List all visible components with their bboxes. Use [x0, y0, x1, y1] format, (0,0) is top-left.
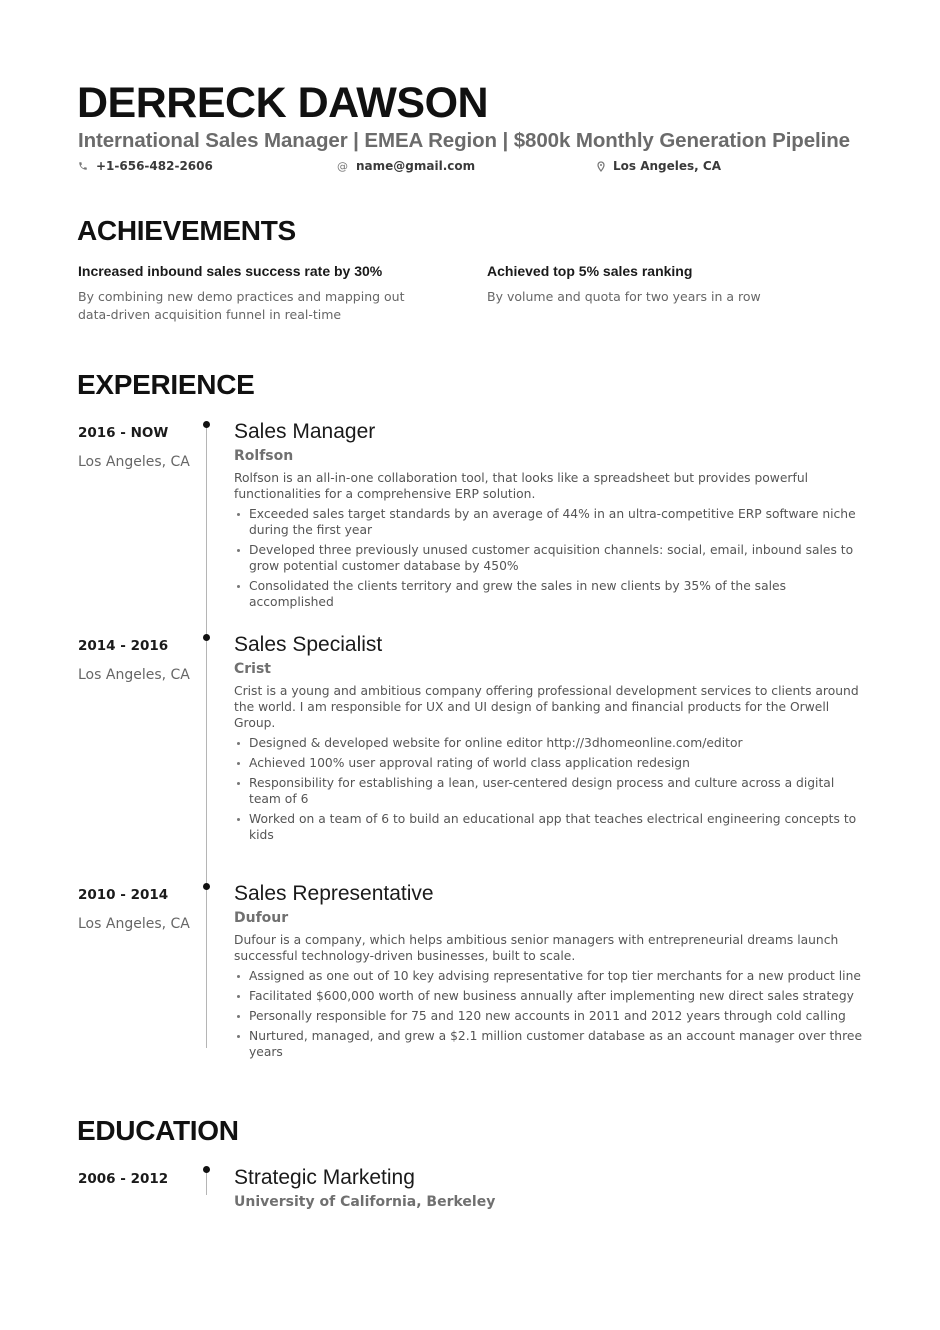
candidate-headline: International Sales Manager | EMEA Region | $800k Monthly Generation Pipeline — [78, 129, 850, 152]
timeline-dot — [203, 421, 210, 428]
timeline-dot — [203, 1166, 210, 1173]
contact-location — [597, 157, 721, 175]
achievement-title: Achieved top 5% sales ranking — [487, 263, 693, 279]
location-value: Los Angeles, CA — [613, 159, 721, 173]
bullet-item: Responsibility for establishing a lean, user-centered design process and culture across a digital team of 6 — [234, 775, 864, 807]
degree-title: Strategic Marketing — [234, 1166, 415, 1189]
phone-icon — [78, 161, 88, 171]
contact-email — [337, 157, 475, 175]
company-name: Crist — [234, 661, 272, 677]
experience-location: Los Angeles, CA — [78, 667, 190, 683]
education-heading: EDUCATION — [77, 1115, 239, 1146]
responsibilities-list — [234, 968, 864, 1060]
bullet-item: Facilitated $600,000 worth of new business annually after implementing new direct sales strategy — [234, 988, 864, 1004]
bullet-item: Exceeded sales target standards by an average of 44% in an ultra-competitive ERP software niche during the first year — [234, 506, 864, 538]
bullet-item: Consolidated the clients territory and grew the sales in new clients by 35% of the sales accomplished — [234, 578, 864, 610]
bullet-item: Achieved 100% user approval rating of world class application redesign — [234, 755, 864, 771]
education-entry — [234, 1165, 864, 1212]
timeline-dot — [203, 883, 210, 890]
job-title: Sales Manager — [234, 420, 376, 443]
bullet-item: Assigned as one out of 10 key advising representative for top tier merchants for a new product line — [234, 968, 864, 984]
at-icon: @ — [337, 159, 348, 173]
responsibilities-list — [234, 506, 864, 610]
achievements-heading: ACHIEVEMENTS — [77, 215, 296, 246]
job-title: Sales Specialist — [234, 633, 383, 656]
candidate-name: DERRECK DAWSON — [77, 79, 489, 127]
contact-phone — [78, 157, 213, 175]
achievement-description: By volume and quota for two years in a row — [487, 289, 761, 304]
company-description: Rolfson is an all-in-one collaboration tool, that looks like a spreadsheet but provides powerful functionalities for a comprehensive ERP solution. — [234, 471, 809, 501]
bullet-item: Worked on a team of 6 to build an educational app that teaches electrical engineering concepts to kids — [234, 811, 864, 843]
timeline-dot — [203, 634, 210, 641]
experience-timeline-line — [206, 424, 207, 1048]
job-title: Sales Representative — [234, 882, 434, 905]
bullet-item: Designed & developed website for online editor http://3dhomeonline.com/editor — [234, 735, 864, 751]
company-description: Crist is a young and ambitious company offering professional development services to clients around the world. I am responsible for UX and UI design of banking and financial products for the Orwell Group. — [234, 684, 859, 730]
experience-location: Los Angeles, CA — [78, 916, 190, 932]
experience-dates: 2016 - NOW — [78, 425, 169, 441]
phone-value: +1-656-482-2606 — [96, 159, 213, 173]
bullet-item: Nurtured, managed, and grew a $2.1 million customer database as an account manager over three years — [234, 1028, 864, 1060]
bullet-item: Personally responsible for 75 and 120 new accounts in 2011 and 2012 years through cold calling — [234, 1008, 864, 1024]
experience-dates: 2014 - 2016 — [78, 638, 169, 654]
company-name: Rolfson — [234, 448, 294, 464]
achievement-title: Increased inbound sales success rate by 30% — [78, 263, 383, 279]
experience-location: Los Angeles, CA — [78, 454, 190, 470]
achievement-item — [487, 261, 847, 306]
achievement-description: By combining new demo practices and mapping out data-driven acquisition funnel in real-time — [78, 289, 405, 322]
experience-heading: EXPERIENCE — [77, 369, 255, 400]
bullet-item: Developed three previously unused customer acquisition channels: social, email, inbound sales to grow potential customer database by 450% — [234, 542, 864, 574]
company-description: Dufour is a company, which helps ambitious senior managers with entrepreneurial dreams launch successful technology-driven businesses, built to scale. — [234, 933, 839, 963]
education-dates: 2006 - 2012 — [78, 1171, 169, 1187]
experience-entry — [234, 632, 864, 847]
experience-entry — [234, 881, 864, 1064]
email-value[interactable]: name@gmail.com — [356, 159, 476, 173]
company-name: Dufour — [234, 910, 289, 926]
experience-entry — [234, 419, 864, 614]
responsibilities-list — [234, 735, 864, 843]
experience-dates: 2010 - 2014 — [78, 887, 169, 903]
school-name: University of California, Berkeley — [234, 1194, 496, 1210]
map-pin-icon — [597, 161, 605, 172]
achievement-item — [78, 261, 438, 324]
